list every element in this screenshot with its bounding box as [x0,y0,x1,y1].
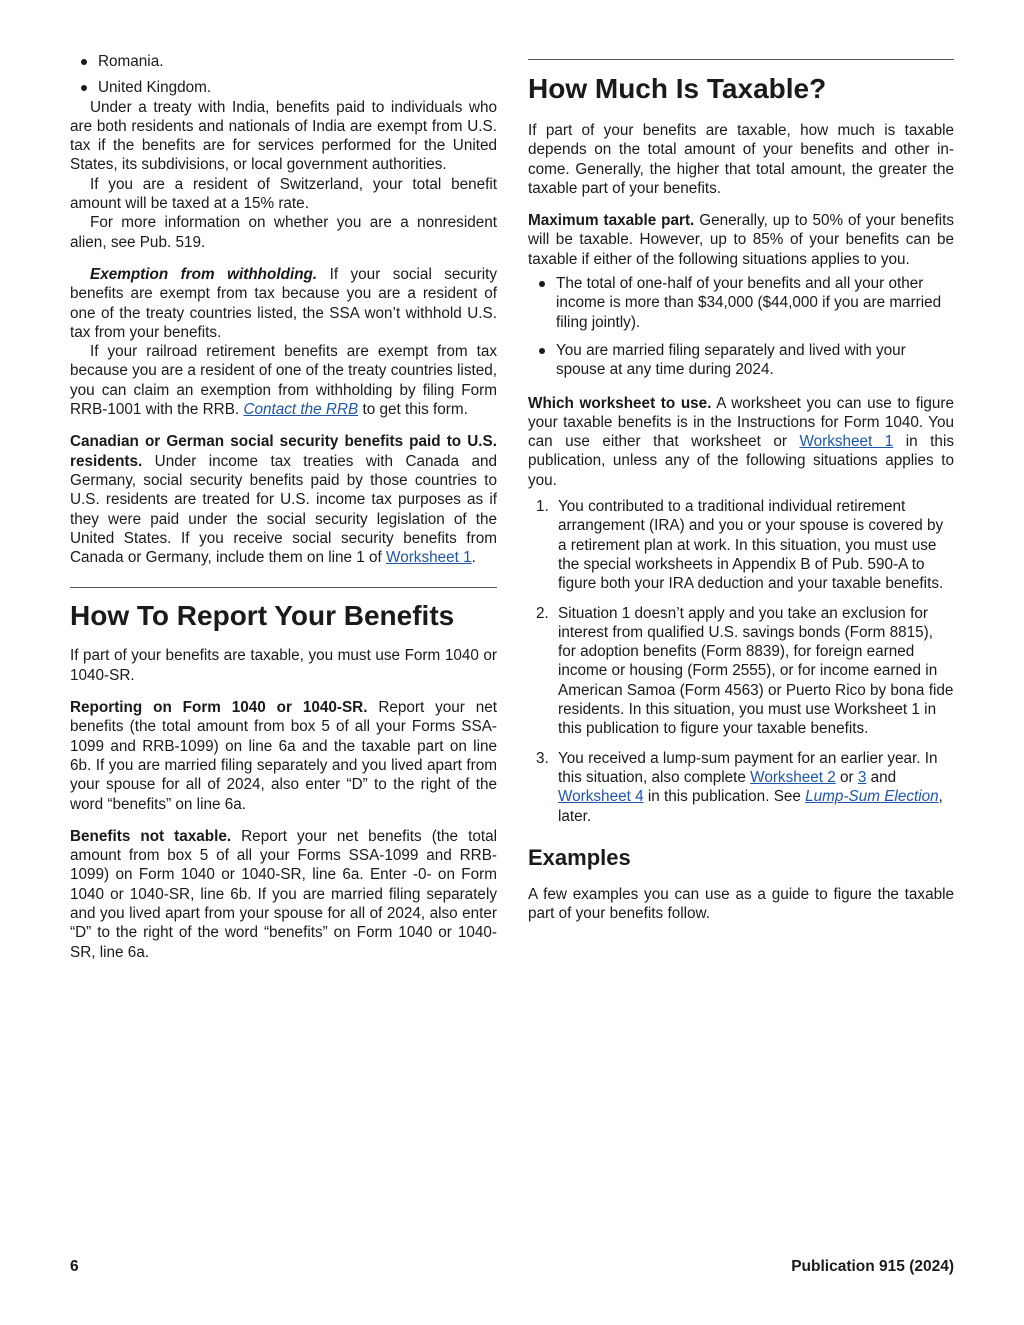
canadian-paragraph [70,432,497,567]
lump-sum-election-link[interactable]: Lump-Sum Election [805,788,939,806]
page-number: 6 [70,1258,79,1275]
exemption-heading: Exemption from withholding. [90,265,318,283]
list-item: The total of one-half of your benefits and all your other income is more than $34,000 ($44,000 if you are married filing jointly). [528,274,954,332]
worksheet-3-link[interactable]: 3 [857,768,867,786]
india-paragraph: Under a treaty with India, benefits paid to individuals who are both residents and nationals of India are exempt from U.S. tax if the benefits are for services performed for the United States, its subdivisions, or local government authorities. [70,98,497,174]
list-item [528,497,954,593]
railroad-text: If your railroad retirement benefits are exempt from tax because you are a resident of one of the treaty countries listed, you can claim an exemption from withholding by filing Form RRB-1001 with the RRB. [70,343,497,419]
list-item [528,749,954,826]
list-item: You are married filing separately and lived with your spouse at any time during 2024. [528,341,954,380]
taxable-section-title: How Much Is Taxable? [528,73,827,104]
item-text: You received a lump-sum payment for an earlier year. In this situation, also complete [558,749,938,786]
railroad-text-end: to get this form. [358,401,468,419]
section-divider [70,587,497,588]
max-taxable-heading: Maximum taxable part. [528,212,695,230]
reporting-heading: Reporting on Form 1040 or 1040-SR. [70,699,368,717]
examples-title: Examples [528,844,631,870]
nonresident-paragraph: For more information on whether you are a nonresident alien, see Pub. 519. [70,214,497,251]
railroad-paragraph [70,342,497,419]
report-intro: If part of your benefits are taxable, you must use Form 1040 or 1040-SR. [70,647,497,684]
not-taxable-paragraph [70,827,497,962]
which-worksheet-paragraph [528,394,954,490]
reporting-text: Report your net benefits (the total amount from box 5 of all your Forms SSA-1099 and RRB-1099) on line 6a and the taxable part on line 6b. If you are married filing separately and you lived apart from your spouse for all of 2024, also enter “D” to the right of the word “benefits” on line 6a. [70,699,497,813]
item-number: 3. [536,749,549,767]
item-text: or [835,768,858,786]
which-worksheet-text: A worksheet you can use to figure your taxable benefits is in the Instructions for Form 1040. You can use either that worksheet or [528,394,955,451]
item-text: , later. [558,788,943,825]
contact-rrb-link[interactable]: Contact the RRB [243,401,359,419]
max-taxable-list [528,274,954,379]
worksheet-4-link[interactable]: Worksheet 4 [558,788,644,806]
report-section-title: How To Report Your Benefits [70,600,455,632]
canadian-text-end: . [471,549,476,567]
country-list [70,52,497,98]
item-text: and [866,768,897,786]
worksheet-1-link[interactable]: Worksheet 1 [799,433,894,451]
section-divider [528,59,954,60]
list-item: Romania. [70,52,497,71]
canadian-text: Under income tax treaties with Canada and Germany, social security benefits paid by those countries to U.S. residents are treated for U.S. income tax purposes as if they were paid under the social security legislation of the United States. If you receive social security benefits from Canada or Germany, include them on line 1 of [70,452,497,567]
worksheet-1-link[interactable]: Worksheet 1 [386,549,472,567]
left-column [70,52,497,962]
not-taxable-text: Report your net benefits (the total amount from box 5 of all your Forms SSA-1099 and RRB-1099) on Form 1040 or 1040-SR, line 6a. Enter -0- on Form 1040 or 1040-SR, line 6b. If you are married filing separately and you lived apart from your spouse for all of 2024, also enter “D” to the right of the word “benefits” on Form 1040 or 1040-SR, line 6a. [70,827,497,961]
exemption-paragraph [70,265,497,342]
list-item [528,604,954,739]
canadian-heading: Canadian or German social security benefits paid to U.S. residents. [70,433,497,470]
right-column [528,59,954,923]
which-worksheet-text-end: in this publication, unless any of the following situations applies to you. [528,433,954,489]
max-taxable-text: Generally, up to 50% of your benefits will be taxable. However, up to 85% of your benefits can be taxable if either of the following situations applies to you. [528,212,954,268]
max-taxable-paragraph [528,211,954,269]
list-item: United Kingdom. [70,78,497,97]
reporting-paragraph [70,698,497,814]
publication-footer: Publication 915 (2024) [791,1258,954,1275]
item-text: Situation 1 doesn’t apply and you take an exclusion for interest from qualified U.S. savings bonds (Form 8815), for adoption benefits (Form 8839), for foreign earned income or housing (Form 2555), or for income earned in American Samoa (Form 4563) or Puerto Rico by bona fide residents. In this situation, you must use Worksheet 1 in this publication to figure your taxable benefits. [558,604,954,738]
examples-text: A few examples you can use as a guide to figure the taxable part of your benefits follow. [528,885,954,923]
situation-list [528,497,954,826]
item-text: You contributed to a traditional individual retirement arrangement (IRA) and you or your spouse is covered by a retirement plan at work. In this situation, you must use the special worksheets in Appendix B of Pub. 590-A to figure both your IRA deduction and your taxable benefits. [558,498,944,593]
which-worksheet-heading: Which worksheet to use. [528,394,712,412]
item-number: 2. [536,604,549,622]
switzerland-paragraph: If you are a resident of Switzerland, your total benefit amount will be taxed at a 15% rate. [70,175,497,213]
worksheet-2-link[interactable]: Worksheet 2 [750,768,836,786]
exemption-text: If your social security benefits are exempt from tax because you are a resident of one of the treaty countries listed, the SSA won’t withhold U.S. tax from your benefits. [70,265,497,341]
item-text: in this publication. See [643,788,806,806]
item-number: 1. [536,498,549,516]
not-taxable-heading: Benefits not taxable. [70,827,232,845]
taxable-intro: If part of your benefits are taxable, how much is taxable depends on the total amount of your benefits and other income. Generally, the higher that total amount, the greater the taxable part of your benefits. [528,122,954,197]
